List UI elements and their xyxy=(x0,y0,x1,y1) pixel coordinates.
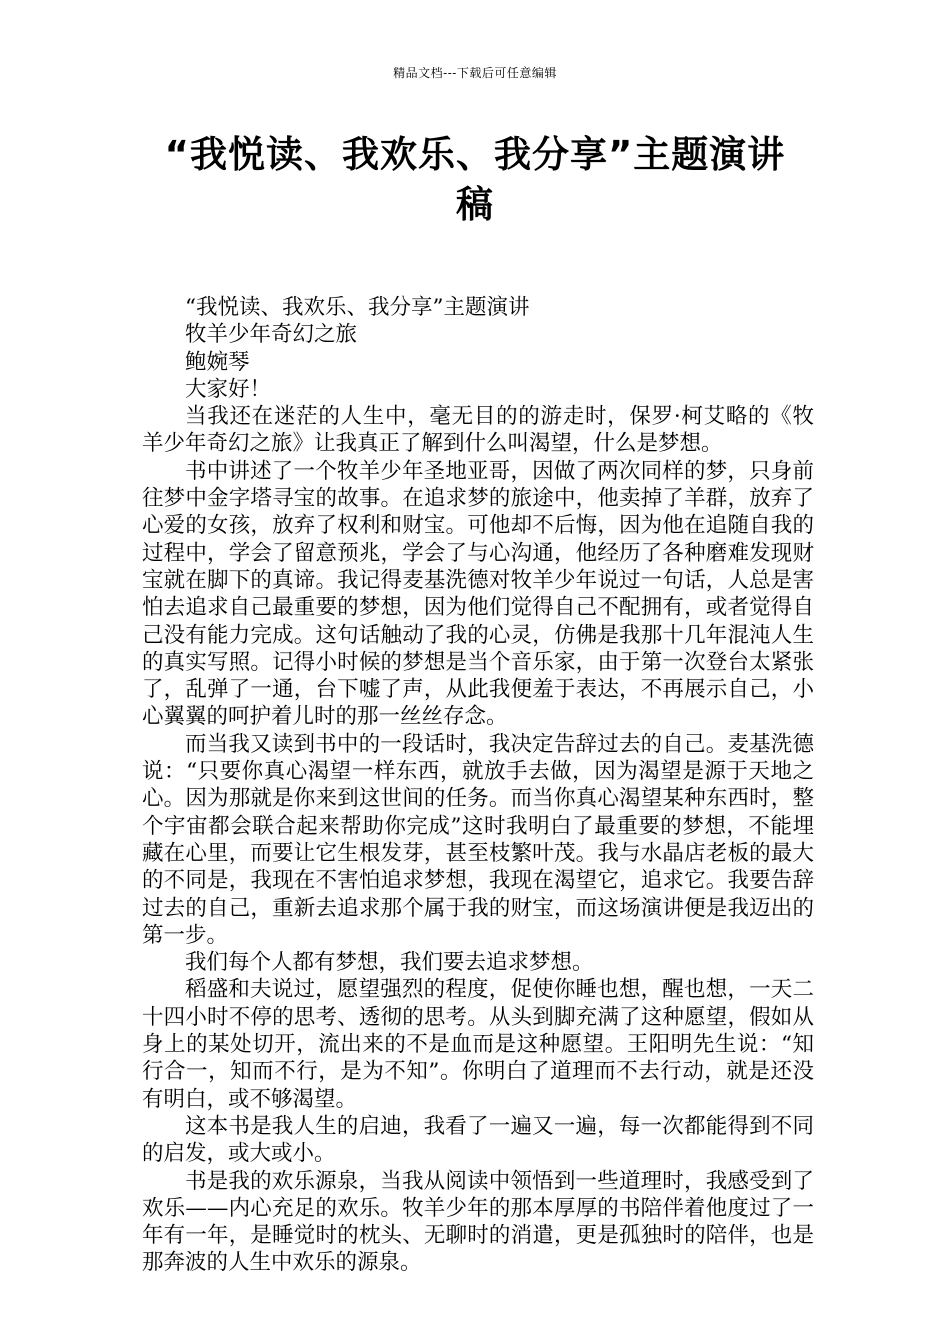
paragraph: 稻盛和夫说过，愿望强烈的程度，促使你睡也想，醒也想，一天二十四小时不停的思考、透彻的思考。从头到脚充满了这种愿望，假如从身上的某处切开，流出来的不是血而是这种愿望。王阳明先生说：“知行合一，知而不行，是为不知”。你明白了道理而不去行动，就是还没有明白，或不够渴望。 xyxy=(142,977,814,1112)
paragraph-greeting: 大家好！ xyxy=(185,376,272,402)
document-title: “我悦读、我欢乐、我分享”主题演讲稿 xyxy=(164,133,786,226)
document-body xyxy=(142,294,814,1277)
page-header-note: 精品文档---下载后可任意编辑 xyxy=(393,66,557,80)
paragraph: 我们每个人都有梦想，我们要去追求梦想。 xyxy=(185,950,594,976)
paragraph-book-title: 牧羊少年奇幻之旅 xyxy=(185,322,358,348)
paragraph: 当我还在迷茫的人生中，毫无目的的游走时，保罗·柯艾略的《牧羊少年奇幻之旅》让我真正了解到什么叫渴望，什么是梦想。 xyxy=(142,404,814,457)
paragraph-author: 鲍婉琴 xyxy=(185,349,250,375)
paragraph: 书是我的欢乐源泉，当我从阅读中领悟到一些道理时，我感受到了欢乐——内心充足的欢乐。牧羊少年的那本厚厚的书陪伴着他度过了一年有一年，是睡觉时的枕头、无聊时的消遣，更是孤独时的陪伴，也是那奔波的人生中欢乐的源泉。 xyxy=(142,1168,814,1276)
paragraph: 这本书是我人生的启迪，我看了一遍又一遍，每一次都能得到不同的启发，或大或小。 xyxy=(142,1113,814,1167)
paragraph: 而当我又读到书中的一段话时，我决定告辞过去的自己。麦基洗德说：“只要你真心渴望一样东西，就放手去做，因为渴望是源于天地之心。因为那就是你来到这世间的任务。而当你真心渴望某种东西时，整个宇宙都会联合起来帮助你完成”这时我明白了最重要的梦想，不能埋藏在心里，而要让它生根发芽，甚至枝繁叶茂。我与水晶店老板的最大的不同是，我现在不害怕追求梦想，我现在渴望它，追求它。我要告辞过去的自己，重新去追求那个属于我的财宝，而这场演讲便是我迈出的第一步。 xyxy=(142,731,814,948)
paragraph: 书中讲述了一个牧羊少年圣地亚哥，因做了两次同样的梦，只身前往梦中金字塔寻宝的故事。在追求梦的旅途中，他卖掉了羊群，放弃了心爱的女孩，放弃了权利和财宝。可他却不后悔，因为他在追随自我的过程中，学会了留意预兆，学会了与心沟通，他经历了各种磨难发现财宝就在脚下的真谛。我记得麦基洗德对牧羊少年说过一句话，人总是害怕去追求自己最重要的梦想，因为他们觉得自己不配拥有，或者觉得自己没有能力完成。这句话触动了我的心灵，仿佛是我那十几年混沌人生的真实写照。记得小时候的梦想是当个音乐家，由于第一次登台太紧张了，乱弹了一通，台下嘘了声，从此我便羞于表达，不再展示自己，小心翼翼的呵护着儿时的那一丝丝存念。 xyxy=(142,458,814,730)
paragraph-subject: “我悦读、我欢乐、我分享”主题演讲 xyxy=(185,295,530,320)
